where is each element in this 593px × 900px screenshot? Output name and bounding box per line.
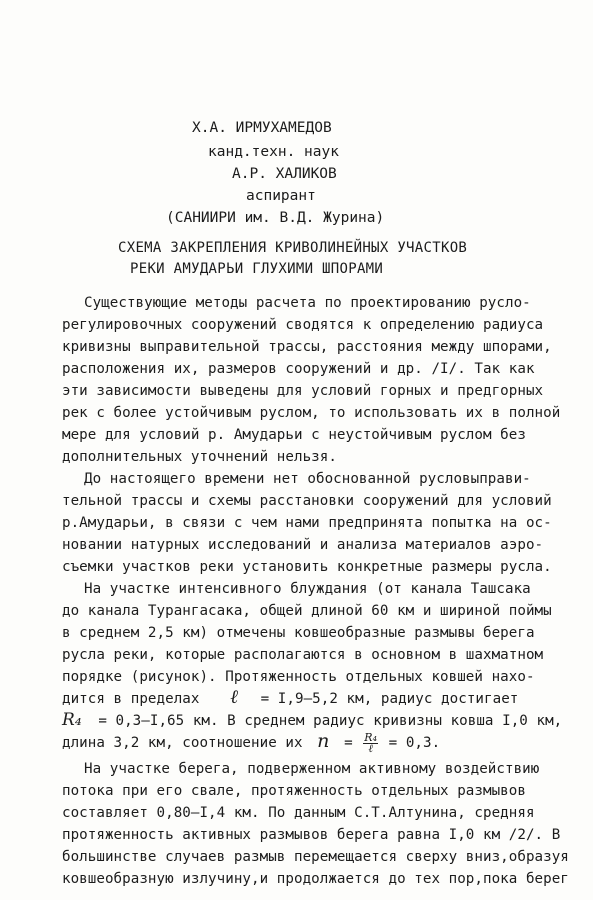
paragraph-line: дополнительных уточнений нельзя. [62, 449, 337, 465]
ratio-symbol: n [317, 730, 330, 752]
formula-text: длина 3,2 км, соотношение их [62, 735, 303, 751]
paragraph-line: съемки участков реки установить конкретные размеры русла. [62, 559, 552, 575]
author1-degree: канд.техн. наук [208, 144, 339, 160]
formula-text: дится в пределах [62, 691, 200, 707]
formula-text: = 0,3–I,65 км. В среднем радиус кривизны ковша I,0 км, [98, 713, 563, 729]
paragraph-line: до канала Турангасака, общей длиной 60 км и шириной поймы [62, 603, 552, 619]
paragraph-line: новании натурных исследований и анализа материалов аэро- [62, 537, 544, 553]
paragraph-line: мере для условий р. Амударьи с неустойчивым руслом без [62, 427, 526, 443]
paragraph-line: На участке берега, подверженном активному воздействию [84, 761, 540, 777]
ratio-fraction [363, 730, 378, 755]
affiliation: (САНИИРИ им. В.Д. Журина) [166, 210, 385, 226]
author2-role: аспирант [246, 188, 316, 204]
paragraph-line: протяженность активных размывов берега равна I,0 км /2/. В [62, 827, 561, 843]
author1-name: Х.А. ИРМУХАМЕДОВ [192, 120, 332, 136]
formula-text: = 0,3. [388, 735, 441, 751]
paragraph-line: До настоящего времени нет обоснованной русловыправи- [84, 471, 531, 487]
title-line-1: СХЕМА ЗАКРЕПЛЕНИЯ КРИВОЛИНЕЙНЫХ УЧАСТКОВ [118, 240, 468, 256]
author2-name: А.Р. ХАЛИКОВ [232, 166, 337, 182]
paragraph-line: рек с более устойчивым руслом, то использовать их в полной [62, 405, 561, 421]
length-symbol: ℓ [230, 686, 239, 708]
radius-symbol: R₄ [62, 710, 82, 730]
formula-line [62, 710, 562, 732]
paragraph-line: порядке (рисунок). Протяженность отдельных ковшей нахо- [62, 669, 535, 685]
formula-line [62, 732, 440, 754]
formula-text: = I,9–5,2 км, радиус достигает [260, 691, 519, 707]
paragraph-line: составляет 0,80–I,4 км. По данным С.Т.Алтунина, средняя [62, 805, 535, 821]
paragraph-line: эти зависимости выведены для условий горных и предгорных [62, 383, 544, 399]
title-line-2: РЕКИ АМУДАРЬИ ГЛУХИМИ ШПОРАМИ [130, 261, 384, 277]
formula-text: = [344, 735, 353, 751]
paragraph-line: На участке интенсивного блуждания (от канала Ташсака [84, 581, 531, 597]
paragraph-line: большинстве случаев размыв перемещается сверху вниз,образуя [62, 849, 569, 865]
paragraph-line: расположения их, размеров сооружений и др. /I/. Так как [62, 361, 535, 377]
fraction-numerator: R₄ [364, 730, 378, 744]
paragraph-line: тельной трассы и схемы расстановки сооружений для условий [62, 493, 552, 509]
paragraph-line: русла реки, которые располагаются в основном в шахматном [62, 647, 544, 663]
paragraph-line: ковшеобразную излучину,и продолжается до тех пор,пока берег [62, 871, 569, 887]
paragraph-line: регулировочных сооружений сводятся к определению радиуса [62, 317, 544, 333]
paragraph-line: Существующие методы расчета по проектированию русло- [84, 295, 531, 311]
fraction-denominator: ℓ [368, 741, 373, 755]
paragraph-line: в среднем 2,5 км) отмечены ковшеобразные размывы берега [62, 625, 535, 641]
paragraph-line: р.Амударьи, в связи с чем нами предпринята попытка на ос- [62, 515, 552, 531]
paragraph-line: кривизны выправительной трассы, расстояния между шпорами, [62, 339, 552, 355]
formula-line [62, 688, 518, 710]
paragraph-line: потока при его свале, протяженность отдельных размывов [62, 783, 526, 799]
